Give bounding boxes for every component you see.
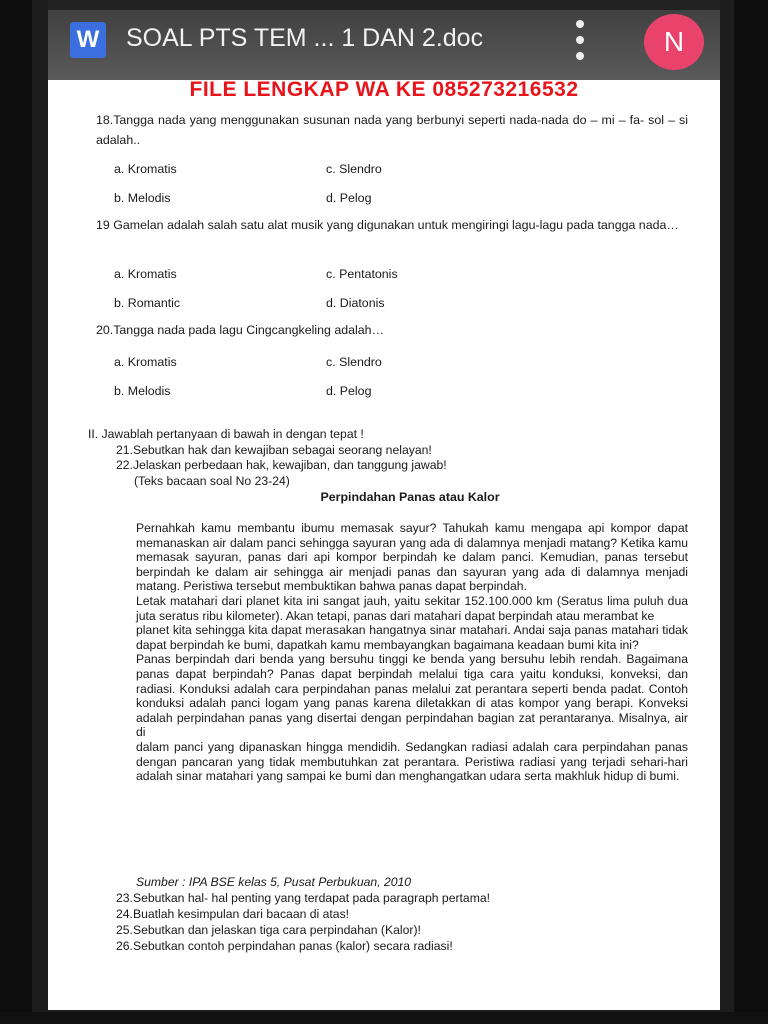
option-c: c. Slendro [326, 355, 382, 369]
option-d: d. Pelog [326, 191, 372, 205]
question-19: 19 Gamelan adalah salah satu alat musik yang digunakan untuk mengiringi lagu-lagu pada tangga nada… [96, 218, 679, 232]
reading-note: (Teks bacaan soal No 23-24) [134, 474, 290, 488]
option-a: a. Kromatis [114, 162, 177, 176]
section-heading: II. Jawablah pertanyaan di bawah in dengan tepat ! [88, 427, 364, 441]
option-b: b. Romantic [114, 296, 181, 310]
question-26: 26.Sebutkan contoh perpindahan panas (kalor) secara radiasi! [116, 939, 453, 953]
question-24: 24.Buatlah kesimpulan dari bacaan di atas! [116, 907, 350, 921]
question-23: 23.Sebutkan hal- hal penting yang terdapat pada paragraph pertama! [116, 891, 491, 905]
status-strip [48, 0, 720, 10]
question-21: 21.Sebutkan hak dan kewajiban sebagai seorang nelayan! [116, 443, 432, 457]
option-c: c. Slendro [326, 162, 382, 176]
reading-passage [136, 521, 688, 784]
question-20: 20.Tangga nada pada lagu Cingcangkeling adalah… [96, 323, 384, 337]
option-c: c. Pentatonis [326, 267, 398, 281]
bottom-bezel [0, 1012, 768, 1024]
option-d: d. Diatonis [326, 296, 385, 310]
option-d: d. Pelog [326, 384, 372, 398]
passage-title: Perpindahan Panas atau Kalor [320, 490, 500, 504]
screen-frame-right [734, 0, 768, 1024]
option-b: b. Melodis [114, 191, 171, 205]
question-18: 18.Tangga nada yang menggunakan susunan nada yang berbunyi seperti nada-nada do – mi – fa- sol – si adalah.. [96, 113, 688, 147]
paragraph: planet kita sehingga kita dapat merasakan hangatnya sinar matahari. Andai saja panas matahari tidak dapat berpindah ke bumi, dapatkah kamu membayangkan bagaimana keadaan bumi kita ini? [136, 623, 688, 652]
screen-frame-left [0, 0, 32, 1024]
promo-banner: FILE LENGKAP WA KE 085273216532 [189, 78, 579, 101]
account-avatar[interactable]: N [644, 14, 704, 70]
passage-source: Sumber : IPA BSE kelas 5, Pusat Perbukuan, 2010 [136, 875, 412, 889]
option-a: a. Kromatis [114, 355, 177, 369]
paragraph: Pernahkah kamu membantu ibumu memasak sayur? Tahukah kamu mengapa api kompor dapat memanaskan air dalam panci sehingga sayuran yang ada di dalamnya menjadi matang? Ketika kamu memasak sayuran, panas dari api kompor berpindah ke dalam panci. Kemudian, panas tersebut berpindah ke dalam air sehingga air menjadi panas dan sayuran yang ada di dalamnya menjadi matang. Peristiwa tersebut membuktikan bahwa panas dapat berpindah. [136, 521, 688, 594]
paragraph: Panas berpindah dari benda yang bersuhu tinggi ke benda yang bersuhu lebih rendah. Bagaimana panas dapat berpindah? Panas dapat berpindah melalui tiga cara yaitu konduksi, konveksi, dan radiasi. Konduksi adalah cara perpindahan panas melalui zat perantara seperti benda padat. Contoh konduksi adalah panci logam yang panas karena diletakkan di atas kompor yang berapi. Konveksi adalah perpindahan panas yang disertai dengan perpindahan bagian zat perantaranya. Misalnya, air di [136, 652, 688, 740]
question-22: 22.Jelaskan perbedaan hak, kewajiban, dan tanggung jawab! [116, 458, 447, 472]
document-title[interactable]: SOAL PTS TEM ... 1 DAN 2.doc [126, 24, 484, 52]
option-b: b. Melodis [114, 384, 171, 398]
paragraph: Letak matahari dari planet kita ini sangat jauh, yaitu sekitar 152.100.000 km (Seratus lima puluh dua juta seratus ribu kilometer). Akan tetapi, panas dari matahari dapat berpindah atau merambat ke [136, 593, 688, 623]
option-a: a. Kromatis [114, 267, 177, 281]
more-options-icon[interactable] [570, 20, 590, 60]
question-25: 25.Sebutkan dan jelaskan tiga cara perpindahan (Kalor)! [116, 923, 421, 937]
paragraph: dalam panci yang dipanaskan hingga mendidih. Sedangkan radiasi adalah cara perpindahan panas dengan pancaran yang tidak membutuhkan zat perantara. Peristiwa radiasi yang terjadi sehari-hari adalah sinar matahari yang sampai ke bumi dan menghangatkan udara serta makhluk hidup di bumi. [136, 739, 688, 784]
word-doc-icon: W [70, 22, 106, 58]
